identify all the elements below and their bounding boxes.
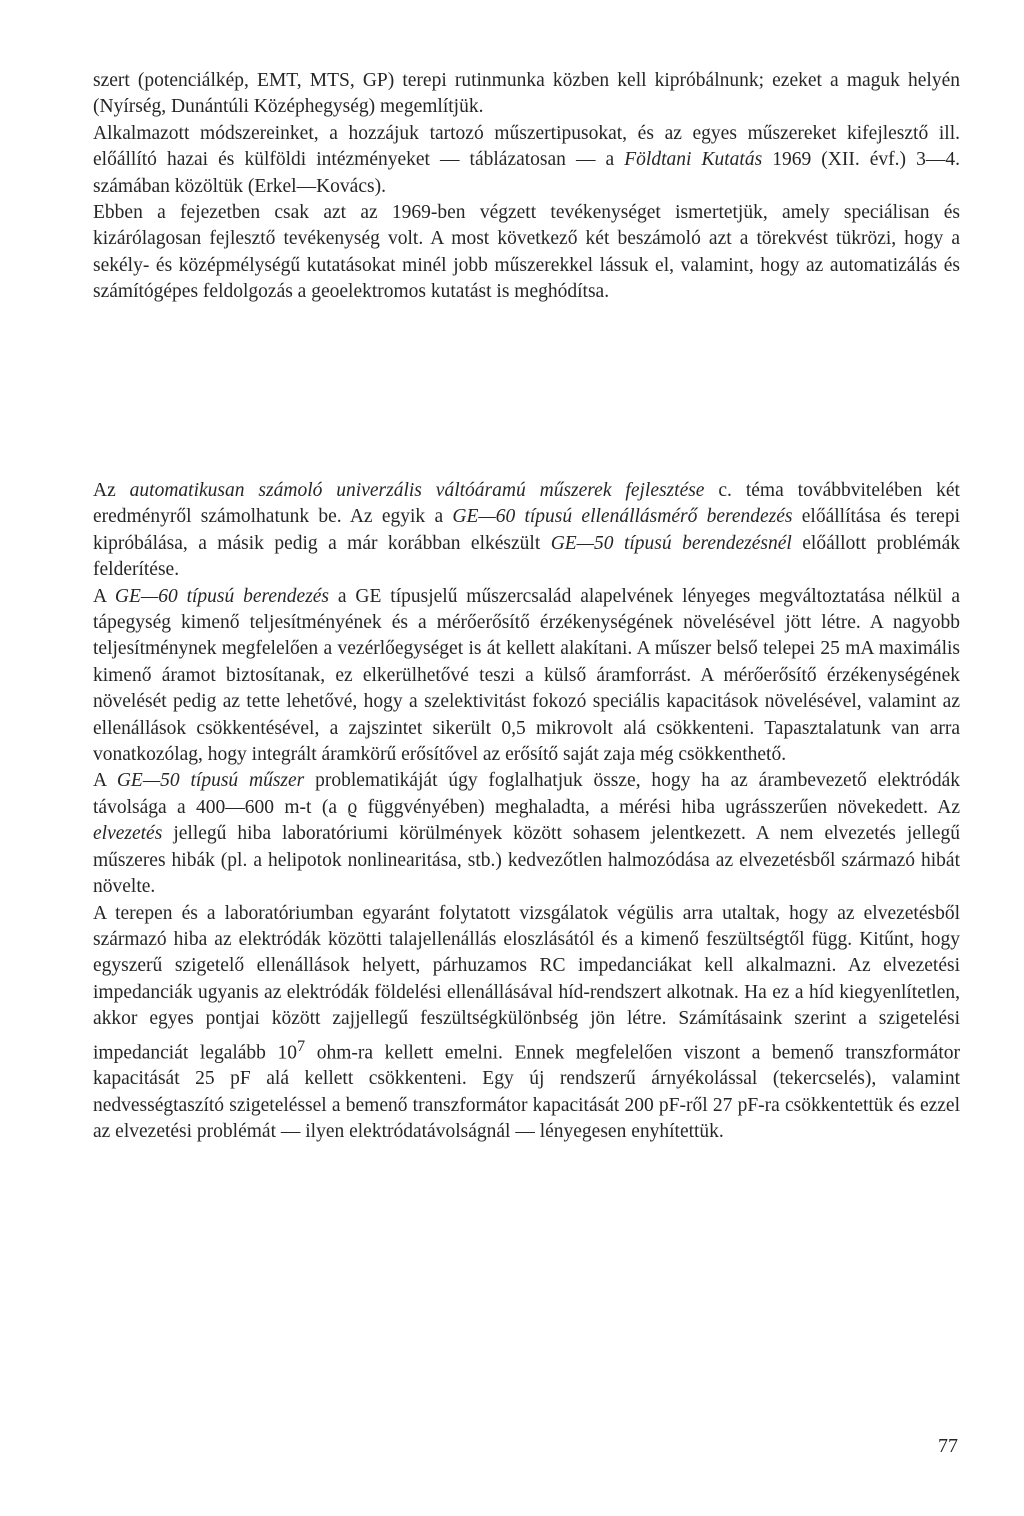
paragraph-text: függvényében) meghaladta, a mérési hiba ugrásszerűen növekedett. Az xyxy=(357,796,960,818)
paragraph xyxy=(93,901,960,1146)
paragraph-text: ohm-ra kellett emelni. Ennek megfelelően viszont a bemenő transzformátor kapacitását 25 pF alá kellett csökkenteni. Egy új rendszerű árnyékolással (tekercselés), valamint nedvességtaszító szigeteléssel a bemenő transzformátor kapacitását 200 pF-ről 27 pF-ra csökkentettük és ezzel az elvezetési problémát — ilyen elektródatávolságnál — lényegesen enyhítettük. xyxy=(93,1042,961,1143)
paragraph xyxy=(93,121,960,200)
device-name: GE—60 típusú ellenállásmérő berendezés xyxy=(452,506,793,528)
device-name: GE—50 típusú berendezésnél xyxy=(550,532,792,554)
paragraph-text: A terepen és a laboratóriumban egyaránt folytatott vizsgálatok végülis arra utaltak, hogy az elvezetésből származó hiba az elektródák közötti talajellenállás eloszlásától és a kimenő feszültségtől függ. Kitűnt, hogy egyszerű szigetelő ellenállások helyett, párhuzamos RC impedanciákat kell alkalmazni. Az elvezetési impedanciák ugyanis az elektródák földelési ellenállásával híd-rendszert alkotnak. Ha ez a híd kiegyenlítetlen, akkor egyes pontjai között zajjellegű feszültségkülönbség jön létre. Számításaink szerint a szigetelési impedanciát legalább 10 xyxy=(93,902,960,1064)
paragraph-text: szert (potenciálkép, EMT, MTS, GP) terepi rutinmunka közben kell kipróbálnunk; ezeket a maguk helyén (Nyírség, Dunántúli Középhegység) megemlítjük. xyxy=(93,70,960,118)
journal-title: Földtani Kutatás xyxy=(624,149,763,171)
paragraph xyxy=(93,584,960,769)
text-block-ge-devices xyxy=(93,478,960,1146)
page-number: 77 xyxy=(938,1435,958,1457)
paragraph-text: A xyxy=(93,585,115,607)
paragraph xyxy=(93,68,960,121)
paragraph-text: előállott problémák felderítése. xyxy=(93,532,960,581)
paragraph-text: problematikáját úgy foglalhatjuk össze, hogy ha az árambevezető elektródák távolsága a 400—600 m-t (a xyxy=(93,770,960,818)
paragraph-text: c. téma továbbvitelében két eredményről számolhatunk be. Az egyik a xyxy=(93,480,960,528)
paragraph-text: Az xyxy=(93,480,130,501)
paragraph-text: jellegű hiba laboratóriumi körülmények között sohasem jelentkezett. A nem elvezetés jellegű műszeres hibák (pl. a helipotok nonlinearitása, stb.) kedvezőtlen halmozódása az elvezetésből származó hibát növelte. xyxy=(93,823,960,898)
device-name: GE—60 típusú berendezés xyxy=(114,585,330,607)
topic-title: automatikusan számoló univerzális váltóáramú műszerek fejlesztése xyxy=(129,480,705,501)
device-name: GE—50 típusú műszer xyxy=(116,770,305,792)
paragraph-text: Ebben a fejezetben csak azt az 1969-ben végzett tevékenységet ismertetjük, amely speciálisan és kizárólagosan fejlesztő tevékenység volt. A most következő két beszámoló azt a törekvést tükrözi, hogy a sekély- és középmélységű kutatásokat minél jobb műszerekkel lássuk el, valamint, hogy az automatizálás és számítógépes feldolgozás a geoelektromos kutatást is meghódítsa. xyxy=(93,202,960,303)
exponent: 7 xyxy=(297,1036,306,1055)
paragraph-text: Alkalmazott módszereinket, a hozzájuk tartozó műszertipusokat, és az egyes műszereket kifejlesztő ill. előállító hazai és külföldi intézményeket — táblázatosan — a xyxy=(93,122,960,171)
paragraph-text: 1969 (XII. évf.) 3—4. számában közöltük (Erkel—Kovács). xyxy=(93,149,960,197)
paragraph xyxy=(93,200,960,306)
paragraph xyxy=(93,478,960,584)
rho-symbol: ϱ xyxy=(347,796,358,818)
emphasis-term: elvezetés xyxy=(93,823,163,845)
paragraph-text: A xyxy=(93,770,117,792)
paragraph xyxy=(93,768,960,900)
text-block-intro xyxy=(93,68,960,306)
paragraph-text: előállítása és terepi kipróbálása, a másik pedig a már korábban elkészült xyxy=(93,506,960,554)
paragraph-text: a GE típusjelű műszercsalád alapelvének lényeges megváltoztatása nélkül a tápegység kimenő teljesítményének és a mérőerősítő érzékenységének növelésével jött létre. A nagyobb teljesítménynek megfelelően a vezérlőegységet is át kellett alakítani. A műszer belső telepei 25 mA maximális kimenő áramot biztosítanak, ez elkerülhetővé teszi a külső áramforrást. A mérőerősítő érzékenységének növelését pedig az tette lehetővé, hogy a szelektivitást fokozó speciális kapacitások növelésével, valamint az ellenállások csökkentésével, a zajszintet sikerült 0,5 mikrovolt alá csökkenteni. Tapasztalatunk van arra vonatkozólag, hogy integrált áramkörű erősítővel az erősítő saját zaja még csökkenthető. xyxy=(93,585,960,766)
